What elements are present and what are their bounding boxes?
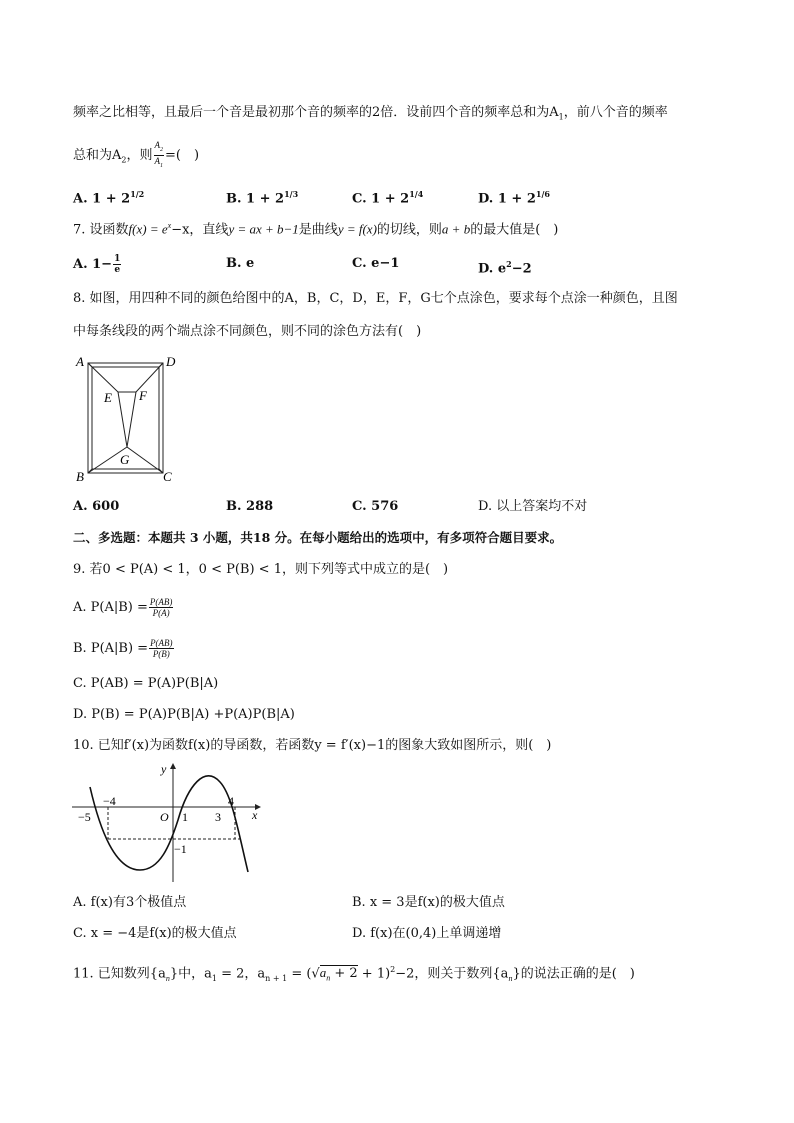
q6-option-c[interactable]: C. $1 + 2^{1/4}$ [352,189,424,207]
q8-option-b[interactable]: B. 288 [226,499,274,514]
q9-option-c[interactable]: C. P(AB) = P(A)P(B|A) [73,676,219,691]
q6-line1-text: 频率之比相等，且最后一个音是最初那个音的频率的2倍．设前四个音的频率总和为A [73,105,559,120]
q8-figure [72,350,190,485]
tick-label-3: 3 [215,810,221,824]
label-g: G [120,452,130,467]
q6-line1-end: ，前八个音的频率 [563,105,668,120]
tick-label-neg4: −4 [103,794,116,808]
label-f: F [139,388,147,403]
q6-line2-start: 总和为A [73,147,122,163]
q10-option-a[interactable]: A. f(x)有3个极值点 [73,895,187,910]
q8-option-a[interactable]: A. 600 [73,499,120,514]
label-b: B [76,469,84,484]
q10-option-d[interactable]: D. f(x)在(0,4)上单调递增 [352,926,502,941]
q8-option-c[interactable]: C. 576 [352,499,399,514]
q6-option-d[interactable]: D. $1 + 2^{1/6}$ [478,189,550,207]
q11-stem: 11. 已知数列$\{a_n\}$中，$a_1 = 2$，$a_{n + 1} = (√a_n + 2 + 1)^2-2$，则关于数列$\{a_n\}$的说法正确的是( ) [73,965,635,983]
q6-line2: 总和为$A_2$，则 $\frac{A_2}{A_1}$ =( ) [73,140,200,169]
section-multiple-choice-heading: 二、多选题：本题共 3 小题，共18 分。在每小题给出的选项中，有多项符合题目要求。 [73,530,563,545]
q9-option-a[interactable]: A. P(A|B) = $\frac{P(AB)}{P(A)}$ [73,597,173,618]
q10-option-b[interactable]: B. x = 3是f(x)的极大值点 [352,895,505,910]
sqrt-expression: $√a_n + 2$ [311,965,358,983]
axis-label-y: y [161,762,167,776]
tick-label-neg1: −1 [174,842,187,856]
tick-label-4: 4 [228,794,234,808]
q9-option-d[interactable]: D. P(B) = P(A)P(B|A) +P(A)P(B|A) [73,707,295,722]
q7-option-d[interactable]: D. $e^2-2$ [478,259,532,277]
q7-stem: 7. 设函数$f(x) = e^x-x$，直线y = ax + b−1是曲线y = f(x)的切线，则a + b的最大值是( ) [73,221,559,238]
tick-label-1: 1 [182,810,188,824]
origin-label: O [160,810,169,824]
label-e: E [104,390,112,405]
q9-stem: 9. 若0 < P(A) < 1，0 < P(B) < 1，则下列等式中成立的是( ) [73,562,449,577]
label-d: D [166,354,176,369]
q10-graph [70,760,270,884]
q7-option-c[interactable]: C. e−1 [352,256,400,271]
q6-option-a[interactable]: A. $1 + 2^{1/2}$ [73,189,145,207]
q7-option-a[interactable]: A. 1− $\frac{1}{e}$ [73,254,121,275]
q9-option-b[interactable]: B. P(A|B) = $\frac{P(AB)}{P(B)}$ [73,638,173,659]
q10-option-c[interactable]: C. x = −4是f(x)的极大值点 [73,926,237,941]
q6-line2-mid: ，则 [126,147,153,163]
q10-stem: 10. 已知f′(x)为函数f(x)的导函数，若函数y = f′(x)−1的图象大致如图所示，则( ) [73,738,552,753]
label-a: A [76,354,84,369]
q6-line1: 频率之比相等，且最后一个音是最初那个音的频率的2倍．设前四个音的频率总和为$A_1$，前八个音的频率 [73,105,668,122]
tick-label-neg5: −5 [78,810,91,824]
q8-stem-line1: 8. 如图，用四种不同的颜色给图中的A，B，C，D，E，F，G七个点涂色，要求每个点涂一种颜色，且图 [73,291,678,306]
label-c: C [163,469,172,484]
q6-option-b[interactable]: B. $1 + 2^{1/3}$ [226,189,299,207]
a2-over-a1-fraction: $\frac{A_2}{A_1}$ [154,140,163,169]
axis-label-x: x [252,808,258,822]
q6-line2-end: =( ) [165,147,200,163]
q8-stem-line2: 中每条线段的两个端点涂不同颜色，则不同的涂色方法有( ) [73,324,422,339]
q7-option-b[interactable]: B. e [226,256,255,271]
q8-option-d[interactable]: D. 以上答案均不对 [478,499,588,514]
